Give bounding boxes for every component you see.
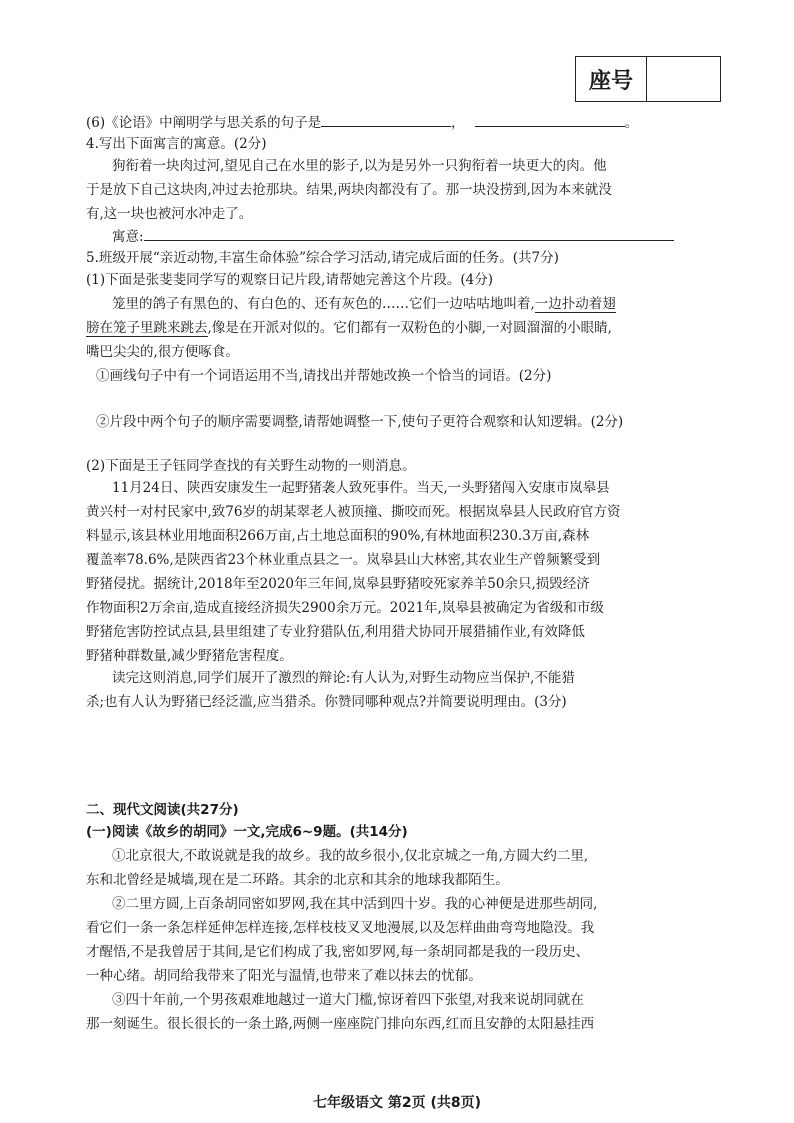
seat-number-box <box>575 56 721 102</box>
moral-answer-blank[interactable] <box>144 226 674 241</box>
news-line-4: 覆盖率78.6%,是陕西省23个林业重点县之一。岚皋县山大林密,其农业生产曾频繁受到 <box>86 552 601 568</box>
moral-answer-row <box>112 226 674 247</box>
diary-underlined-1: 一边扑动着翅 <box>534 296 616 312</box>
debate-line-2: 杀;也有人认为野猪已经泛滥,应当猎杀。你赞同哪种观点?并简要说明理由。(3分) <box>86 694 567 710</box>
seat-number-label: 座号 <box>576 57 647 101</box>
diary-text-2: ,像是在开派对似的。它们都有一双粉色的小脚,一对圆溜溜的小眼睛, <box>207 320 612 336</box>
debate-line-1: 读完这则消息,同学们展开了激烈的辩论:有人认为,对野生动物应当保护,不能猎 <box>112 670 575 686</box>
diary-text-1: 笼里的鸽子有黑色的、有白色的、还有灰色的……它们一边咕咕地叫着, <box>112 296 535 312</box>
passage-p2-line-2: 看它们一条一条怎样延伸怎样连接,怎样枝枝叉叉地漫展,以及怎样曲曲弯弯地隐没。我 <box>86 920 595 936</box>
news-line-3: 料显示,该县林业用地面积266万亩,占土地总面积的90%,有林地面积230.3万亩,森林 <box>86 528 590 544</box>
question-5-2: (2)下面是王子钰同学查找的有关野生动物的一则消息。 <box>86 458 416 474</box>
diary-line-2 <box>86 318 612 338</box>
question-5-title: 5.班级开展“亲近动物,丰富生命体验”综合学习活动,请完成后面的任务。(共7分) <box>86 250 559 266</box>
reading-1-title: (一)阅读《故乡的胡同》一文,完成6~9题。(共14分) <box>86 824 408 840</box>
news-line-1: 11月24日、陕西安康发生一起野猪袭人致死事件。当天,一头野猪闯入安康市岚皋县 <box>112 480 610 496</box>
fable-line-2: 于是放下自己这块肉,冲过去抢那块。结果,两块肉都没有了。那一块没捞到,因为本来就没 <box>86 182 612 198</box>
news-line-6: 作物面积2万余亩,造成直接经济损失2900余万元。2021年,岚皋县被确定为省级和市级 <box>86 600 604 616</box>
answer-blank-2[interactable] <box>475 112 625 127</box>
diary-line-1 <box>112 294 616 314</box>
task-2: ②片段中两个句子的顺序需要调整,请帮她调整一下,使句子更符合观察和认知逻辑。(2分) <box>96 414 624 430</box>
passage-p1-line-1: ①北京很大,不敢说就是我的故乡。我的故乡很小,仅北京城之一角,方圆大约二里, <box>112 848 589 864</box>
period: 。 <box>624 115 639 131</box>
fable-line-3: 有,这一块也被河水冲走了。 <box>86 206 253 222</box>
passage-p3-line-1: ③四十年前,一个男孩艰难地越过一道大门槛,惊讶着四下张望,对我来说胡同就在 <box>112 992 584 1008</box>
question-5-1: (1)下面是张斐斐同学写的观察日记片段,请帮她完善这个片段。(4分) <box>86 272 494 288</box>
task-1: ①画线句子中有一个词语运用不当,请找出并帮她改换一个恰当的词语。(2分) <box>96 368 552 384</box>
moral-label: 寓意: <box>112 229 144 245</box>
passage-p2-line-4: 一种心绪。胡同给我带来了阳光与温情,也带来了难以抹去的忧郁。 <box>86 968 482 984</box>
question-4-title: 4.写出下面寓言的寓意。(2分) <box>86 136 267 152</box>
page-footer: 七年级语文 第2页 (共8页) <box>312 1095 482 1111</box>
seat-number-field[interactable] <box>647 57 720 101</box>
fable-line-1: 狗衔着一块肉过河,望见自己在水里的影子,以为是另外一只狗衔着一块更大的肉。他 <box>112 158 607 174</box>
diary-line-3: 嘴巴尖尖的,很方便啄食。 <box>86 344 239 360</box>
passage-p3-line-2: 那一刻诞生。很长很长的一条土路,两侧一座座院门排向东西,红而且安静的太阳悬挂西 <box>86 1016 595 1032</box>
news-line-5: 野猪侵扰。据统计,2018年至2020年三年间,岚皋县野猪咬死家养羊50余只,损毁经济 <box>86 576 590 592</box>
passage-p1-line-2: 东和北曾经是城墙,现在是二环路。其余的北京和其余的地球我都陌生。 <box>86 872 509 888</box>
comma: ， <box>451 115 465 131</box>
section-2-title: 二、现代文阅读(共27分) <box>86 802 239 818</box>
news-line-8: 野猪种群数量,减少野猪危害程度。 <box>86 648 293 664</box>
news-line-2: 黄兴村一对村民家中,致76岁的胡某翠老人被顶撞、撕咬而死。根据岚皋县人民政府官方资 <box>86 504 621 520</box>
diary-underlined-2: 膀在笼子里跳来跳去 <box>86 320 208 336</box>
news-line-7: 野猪危害防控试点县,县里组建了专业狩猎队伍,利用猎犬协同开展猎捕作业,有效降低 <box>86 624 585 640</box>
question-6-text: (6)《论语》中阐明学与思关系的句子是 <box>86 115 322 131</box>
question-6 <box>86 112 638 133</box>
passage-p2-line-1: ②二里方圆,上百条胡同密如罗网,我在其中活到四十岁。我的心神便是进那些胡同, <box>112 896 598 912</box>
answer-blank-1[interactable] <box>321 112 451 127</box>
passage-p2-line-3: 才醒悟,不是我曾居于其间,是它们构成了我,密如罗网,每一条胡同都是我的一段历史、 <box>86 944 590 960</box>
